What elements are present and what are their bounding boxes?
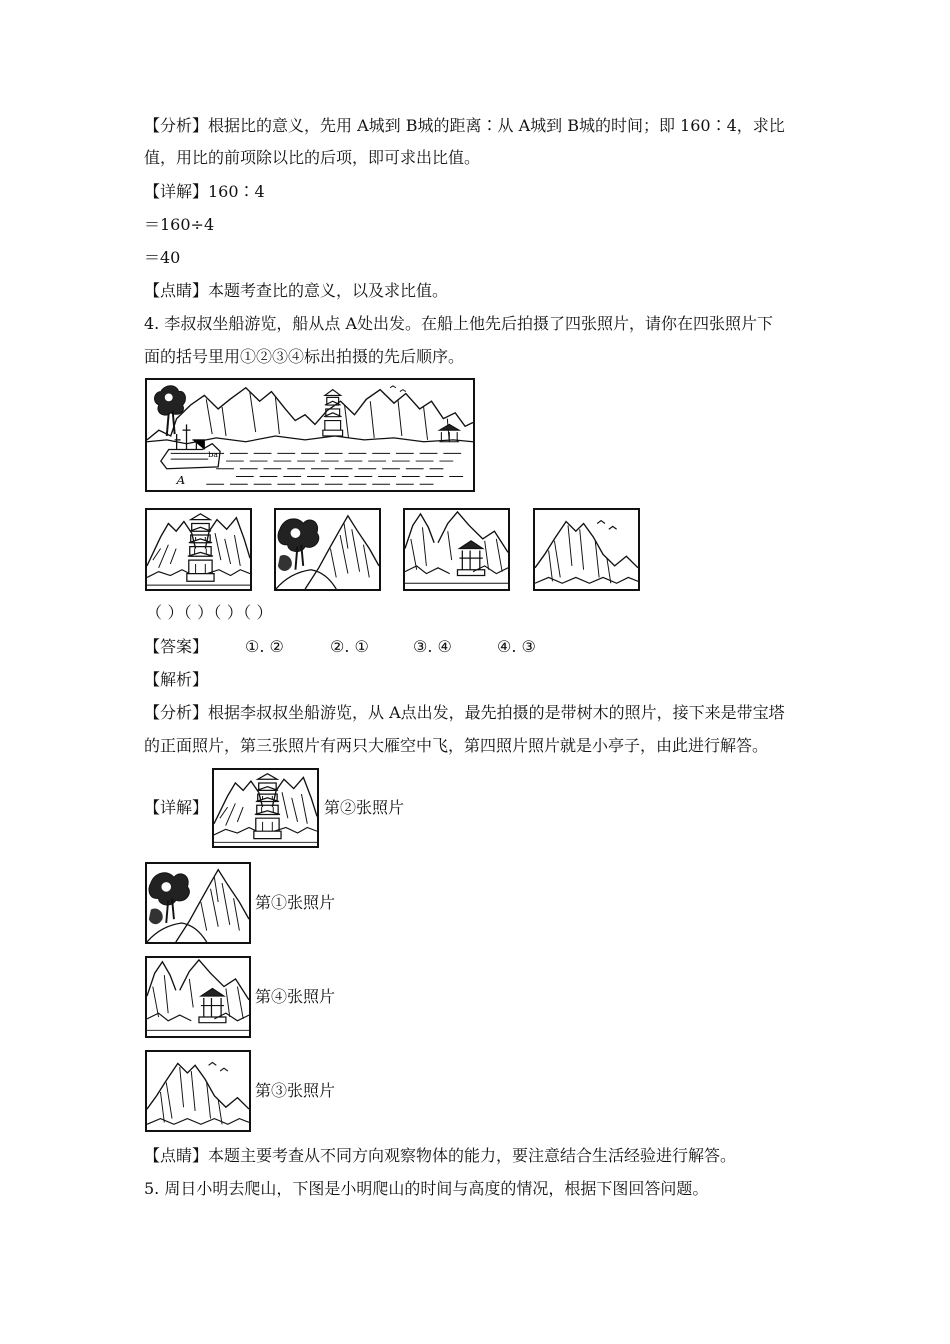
caption-pagoda: 第②张照片 — [324, 798, 405, 817]
lake-scene-figure — [145, 378, 475, 492]
point2-line: 【点睛】本题主要考查从不同方向观察物体的能力，要注意结合生活经验进行解答。 — [144, 1146, 737, 1165]
photo-pavilion — [403, 508, 510, 591]
analysis2-line-2: 的正面照片，第三张照片有两只大雁空中飞，第四照片照片就是小亭子，由此进行解答。 — [144, 736, 769, 755]
answer-item-4: ④. ③ — [497, 637, 536, 656]
analysis-line-2: 值，用比的前项除以比的后项，即可求出比值。 — [144, 148, 481, 167]
answer-item-3: ③. ④ — [413, 637, 452, 656]
detail2-label: 【详解】 — [144, 798, 209, 817]
question-4-line-2: 面的括号里用①②③④标出拍摄的先后顺序。 — [144, 347, 465, 366]
detail-line-3: ＝40 — [144, 248, 181, 267]
analysis-line-1: 【分析】根据比的意义，先用 A城到 B城的距离∶从 A城到 B城的时间；即 160∶4，求比 — [144, 116, 785, 135]
caption-tree: 第①张照片 — [255, 893, 336, 912]
detail-photo-pavilion — [145, 956, 251, 1038]
detail-photo-geese — [145, 1050, 251, 1132]
boat-label: ba — [208, 450, 219, 460]
caption-pavilion: 第④张照片 — [255, 987, 336, 1006]
photo-pagoda — [145, 508, 252, 591]
jiexi-label: 【解析】 — [144, 670, 209, 689]
answer-brackets: （ ）（ ）（ ）（ ） — [146, 603, 273, 622]
detail-photo-pagoda — [212, 768, 319, 848]
point-a-label: A — [176, 473, 186, 488]
answer-item-2: ②. ① — [330, 637, 369, 656]
photo-tree — [274, 508, 381, 591]
detail-line-1: 【详解】160∶4 — [144, 182, 265, 201]
answer-label: 【答案】 — [144, 637, 209, 656]
answer-item-1: ①. ② — [245, 637, 284, 656]
question-5-line: 5. 周日小明去爬山，下图是小明爬山的时间与高度的情况，根据下图回答问题。 — [144, 1179, 709, 1198]
detail-photo-tree — [145, 862, 251, 944]
analysis2-line-1: 【分析】根据李叔叔坐船游览，从 A点出发，最先拍摄的是带树木的照片，接下来是带宝塔 — [144, 703, 785, 722]
caption-geese: 第③张照片 — [255, 1081, 336, 1100]
question-4-line-1: 4. 李叔叔坐船游览，船从点 A处出发。在船上他先后拍摄了四张照片，请你在四张照片下 — [144, 314, 773, 333]
detail-line-2: ＝160÷4 — [144, 215, 215, 234]
point-line: 【点睛】本题考查比的意义，以及求比值。 — [144, 281, 449, 300]
photo-geese — [533, 508, 640, 591]
